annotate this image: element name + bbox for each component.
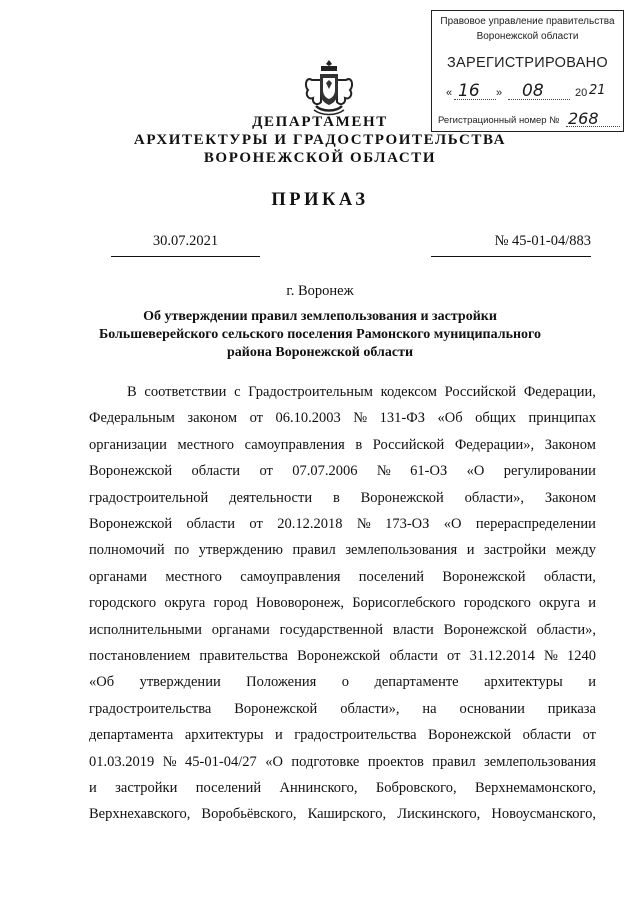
- body-line: градостроительной деятельности в Воронежской области», Законом: [89, 489, 596, 506]
- stamp-reg-number: 268: [568, 109, 599, 128]
- coat-of-arms-emblem: [302, 58, 356, 118]
- department-title-line3: ВОРОНЕЖСКОЙ ОБЛАСТИ: [203, 150, 437, 166]
- order-number: № 45-01-04/883: [494, 233, 591, 249]
- stamp-date-year: 21: [589, 83, 606, 98]
- body-line: Верхнехавского, Воробьёвского, Каширского, Лискинского, Новоусманского,: [89, 806, 596, 823]
- order-title-line1: Об утверждении правил землепользования и застройки: [143, 309, 497, 324]
- body-line: Воронежской области от 20.12.2018 № 173-ОЗ «О перераспределении: [89, 516, 596, 532]
- body-line: В соответствии с Градостроительным кодексом Российской Федерации,: [127, 384, 596, 400]
- stamp-date-day: 16: [458, 81, 480, 101]
- stamp-date-month: 08: [522, 81, 544, 101]
- body-line: постановлением правительства Воронежской области от 31.12.2014 № 1240: [89, 648, 596, 664]
- body-line: 01.03.2019 № 45-01-04/27 «О подготовке проектов правил землепользования: [89, 753, 596, 770]
- department-title-line2: АРХИТЕКТУРЫ И ГРАДОСТРОИТЕЛЬСТВА: [133, 132, 507, 148]
- department-title-line1: ДЕПАРТАМЕНТ: [252, 114, 388, 130]
- order-title: [80, 308, 560, 362]
- stamp-date-year-prefix: 20: [575, 87, 588, 99]
- body-line: «Об утверждении Положения о департаменте архитектуры и: [89, 674, 596, 691]
- body-line: департамента архитектуры и градостроительства Воронежской области от: [89, 727, 596, 744]
- order-number-underline: [431, 256, 591, 257]
- body-line: исполнительными органами государственной власти Воронежской области»,: [89, 621, 596, 638]
- stamp-date: « 16 » 08 20 21: [446, 81, 606, 101]
- stamp-authority-line2: Воронежской области: [476, 31, 579, 42]
- stamp-authority-line1: Правовое управление правительства: [440, 16, 615, 27]
- order-title-line3: района Воронежской области: [226, 345, 414, 360]
- body-line: организации местного самоуправления в Российской Федерации», Законом: [89, 436, 596, 453]
- order-date-underline: [111, 256, 260, 257]
- body-line: полномочий по утверждению правил землепользования и застройки между: [89, 542, 596, 559]
- stamp-reg-number-label: Регистрационный номер №: [438, 115, 560, 126]
- body-line: и застройки поселений Аннинского, Бобровского, Верхнемамонского,: [89, 780, 596, 796]
- stamp-registered-label: ЗАРЕГИСТРИРОВАНО: [446, 55, 609, 71]
- document-type-heading: ПРИКАЗ: [271, 190, 369, 210]
- body-line: Воронежской области от 07.07.2006 № 61-ОЗ «О регулировании: [89, 463, 596, 480]
- body-line: органами местного самоуправления поселений Воронежской области,: [89, 568, 596, 585]
- order-title-line2: Большеверейского сельского поселения Рамонского муниципального: [98, 327, 542, 342]
- order-date: 30.07.2021: [152, 233, 219, 249]
- body-line: Федеральным законом от 06.10.2003 № 131-ФЗ «Об общих принципах: [89, 410, 596, 427]
- issue-city: г. Воронеж: [286, 283, 354, 299]
- body-line: градостроительства Воронежской области», на основании приказа: [89, 700, 596, 717]
- body-line: городского округа город Нововоронеж, Борисоглебского городского округа и: [89, 595, 596, 612]
